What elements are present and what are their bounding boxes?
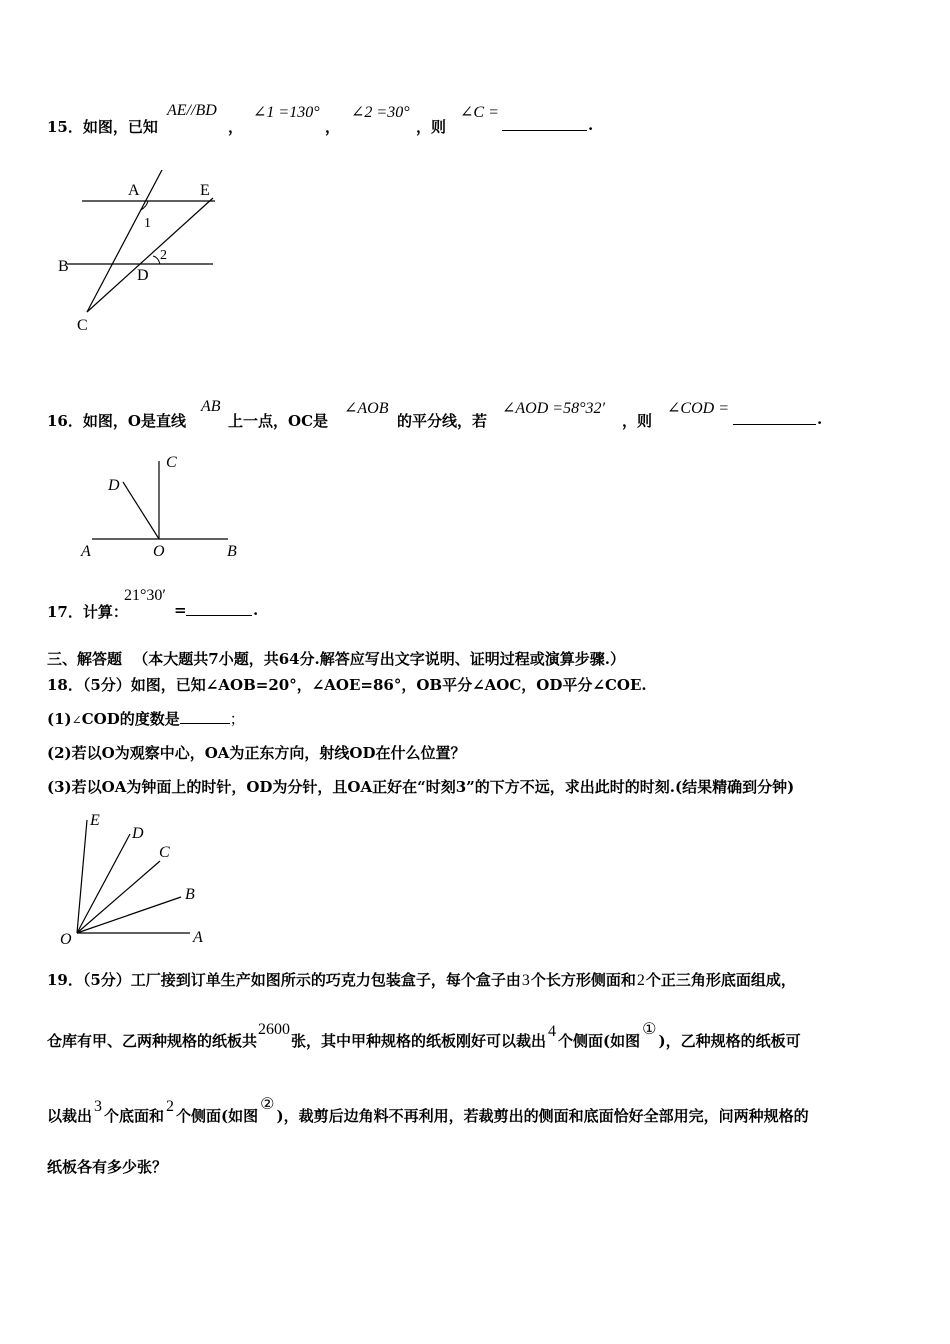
q19-l3-c: 个侧面(如图 xyxy=(176,1107,259,1125)
q19-l2-c: 个侧面(如图 xyxy=(558,1032,641,1050)
q19-l3-d: )，裁剪后边角料不再利用，若裁剪出的侧面和底面恰好全部用完，问两种规格的 xyxy=(276,1107,809,1125)
q16-aob: ∠AOB xyxy=(344,400,389,417)
q19-l2-b: 张，其中甲种规格的纸板刚好可以裁出 xyxy=(291,1032,547,1050)
q15-label-2: 2 xyxy=(160,248,167,263)
q16-period: . xyxy=(817,410,823,428)
q18-stem: 18．（5分）如图，已知∠AOB=20°，∠AOE=86°，OB平分∠AOC，OD平分∠COE. xyxy=(47,676,647,694)
q15-number: 15． xyxy=(47,118,83,136)
q16-label-a: A xyxy=(81,543,91,560)
q18-part3: (3)若以OA为钟面上的时针，OD为分针，且OA正好在“时刻3”的下方不远，求出此时的时刻.(结果精确到分钟) xyxy=(47,778,795,796)
q15-figure xyxy=(55,170,235,350)
q19-line3 xyxy=(47,1096,809,1126)
q15-label-b: B xyxy=(58,258,69,275)
q19-l3-n3: 3 xyxy=(94,1098,103,1115)
q15-angle2: ∠2 =30° xyxy=(351,104,410,121)
q19-line1 xyxy=(47,969,796,990)
q19-l2-a: 仓库有甲、乙两种规格的纸板共 xyxy=(47,1032,258,1050)
q18-part1 xyxy=(47,708,245,729)
q16-mid2: 的平分线，若 xyxy=(397,412,488,430)
q17-equals: = xyxy=(174,601,187,619)
q16-aod: ∠AOD =58°32′ xyxy=(502,400,605,417)
q16-number: 16． xyxy=(47,412,83,430)
q16-line xyxy=(47,410,186,431)
q19-l1-c: 个正三角形底面组成， xyxy=(645,971,796,989)
q15-angle-c: ∠C = xyxy=(460,104,499,121)
section3-title: 三、解答题 xyxy=(47,650,123,668)
q18-label-b: B xyxy=(185,886,195,903)
q19-line4: 纸板各有多少张？ xyxy=(47,1158,168,1176)
q15-label-a: A xyxy=(128,182,140,199)
q19-l2-n2600: 2600 xyxy=(258,1021,291,1038)
q15-angle1: ∠1 =130° xyxy=(253,104,320,121)
q16-then: ，则 xyxy=(622,412,653,430)
q16-answer-blank[interactable] xyxy=(733,410,816,429)
q19-l3-circled2: ② xyxy=(260,1096,275,1113)
q18-p1-prefix: (1) xyxy=(47,710,72,728)
q18-label-a: A xyxy=(193,929,203,946)
q15-period: . xyxy=(588,116,594,134)
q15-comma2: ， xyxy=(325,118,341,136)
q19-l3-a: 以裁出 xyxy=(47,1107,93,1125)
q16-label-b: B xyxy=(227,543,237,560)
q18-label-d: D xyxy=(132,825,144,842)
q18-ray-ob xyxy=(77,897,181,933)
q16-figure xyxy=(70,448,270,568)
q18-p1-answer-blank[interactable] xyxy=(180,709,230,724)
q19-l2-d: )，乙种规格的纸板可 xyxy=(658,1032,801,1050)
q18-label-c: C xyxy=(159,844,170,861)
q15-answer-blank[interactable] xyxy=(502,116,587,135)
q15-lead: 如图，已知 xyxy=(82,118,158,136)
q15-angle2-arc xyxy=(153,256,160,264)
q19-l3-n2: 2 xyxy=(166,1098,175,1115)
q16-lead: 如图，O是直线 xyxy=(82,412,186,430)
q18-ray-oc xyxy=(77,861,160,933)
section3-note: （本大题共7小题，共64分.解答应写出文字说明、证明过程或演算步骤.） xyxy=(133,650,626,668)
q17-period: . xyxy=(253,601,259,619)
q19-l3-b: 个底面和 xyxy=(104,1107,165,1125)
q19-l2-circled1: ① xyxy=(642,1021,657,1038)
q16-label-o: O xyxy=(153,543,165,560)
q17-line xyxy=(47,601,128,622)
q16-ab: AB xyxy=(201,398,221,415)
q19-l2-n4: 4 xyxy=(548,1023,557,1040)
q16-label-d: D xyxy=(108,477,120,494)
q19-line2 xyxy=(47,1021,801,1051)
q19-l1-a: 19．（5分）工厂接到订单生产如图所示的巧克力包装盒子，每个盒子由 xyxy=(47,971,521,989)
q17-lead: 计算： xyxy=(82,603,128,621)
q15-label-e: E xyxy=(200,182,210,199)
q16-label-c: C xyxy=(166,454,177,471)
q18-p1-angle: ∠ xyxy=(71,713,82,727)
q15-line xyxy=(47,116,158,137)
q15-parallel: AE//BD xyxy=(167,102,217,119)
q16-ray-od xyxy=(123,482,159,539)
q18-label-e: E xyxy=(90,812,100,829)
q15-line-ca xyxy=(87,170,163,312)
q17-answer-blank[interactable] xyxy=(186,601,252,620)
q16-mid1: 上一点，OC是 xyxy=(228,412,329,430)
q15-label-c: C xyxy=(77,317,88,334)
q15-comma1: ， xyxy=(228,118,244,136)
q17-expr: 21°30′ xyxy=(124,587,166,604)
q15-label-d: D xyxy=(137,267,149,284)
q19-l1-b: 个长方形侧面和 xyxy=(530,971,636,989)
q18-p1-end: ； xyxy=(229,710,245,728)
q19-l1-n3: 3 xyxy=(521,972,530,989)
q15-label-1: 1 xyxy=(144,216,151,231)
q19-l1-n2: 2 xyxy=(636,972,645,989)
q17-number: 17． xyxy=(47,603,83,621)
q18-part2: (2)若以O为观察中心，OA为正东方向，射线OD在什么位置？ xyxy=(47,744,466,762)
section3-heading xyxy=(47,648,625,669)
q18-p1-text: COD的度数是 xyxy=(81,710,180,728)
q18-figure xyxy=(50,808,220,948)
q18-label-o: O xyxy=(60,931,72,948)
q15-then: ，则 xyxy=(416,118,447,136)
q16-cod: ∠COD = xyxy=(667,400,729,417)
